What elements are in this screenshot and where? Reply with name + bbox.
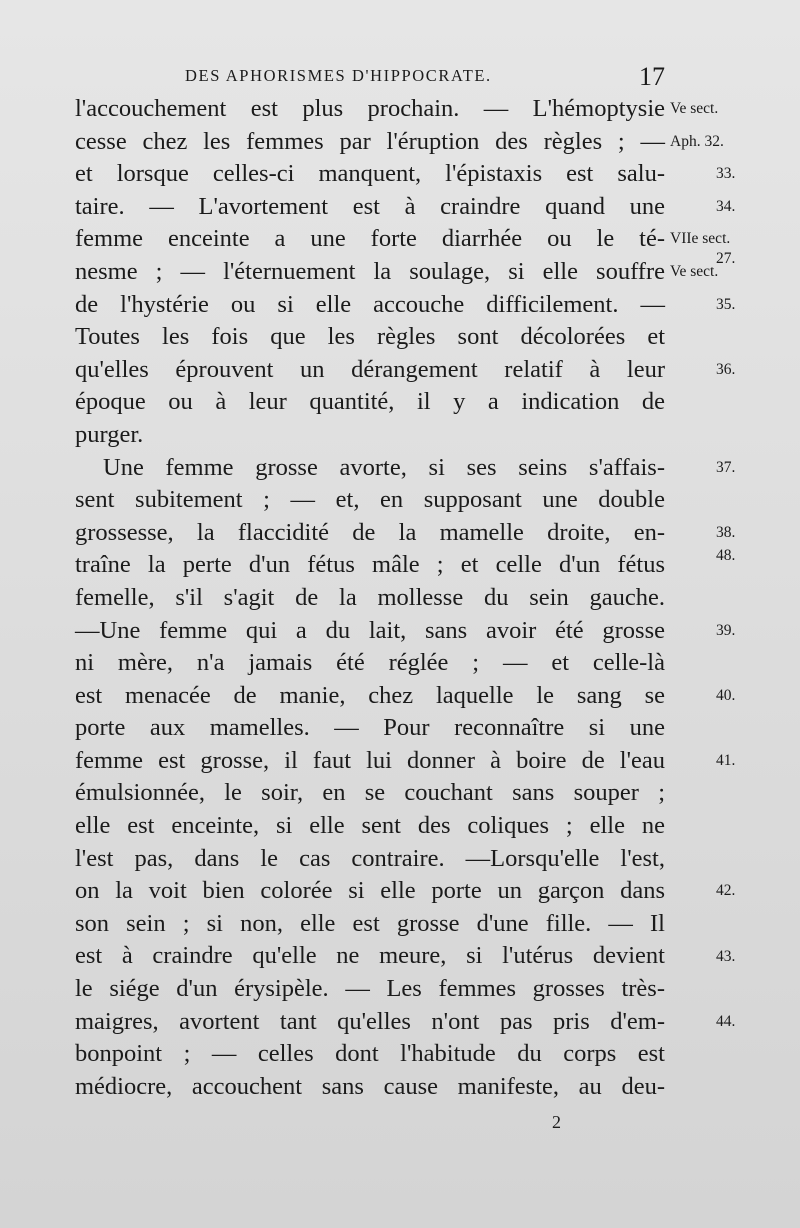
margin-note: 36. bbox=[716, 360, 736, 378]
text-line: est à craindre qu'elle ne meure, si l'utérus devient bbox=[75, 942, 665, 970]
text-line: médiocre, accouchent sans cause manifeste, au deu- bbox=[75, 1072, 665, 1100]
text-line: femelle, s'il s'agit de la mollesse du sein gauche. bbox=[75, 583, 665, 611]
text-line: femme enceinte a une forte diarrhée ou le té- bbox=[75, 225, 665, 253]
text-line: porte aux mamelles. — Pour reconnaître si une bbox=[75, 714, 665, 742]
text-line: sent subitement ; — et, en supposant une double bbox=[75, 486, 665, 514]
running-head bbox=[75, 62, 665, 92]
running-title: DES APHORISMES D'HIPPOCRATE. bbox=[185, 66, 492, 85]
text-line: de l'hystérie ou si elle accouche difficilement. — bbox=[75, 290, 665, 318]
margin-note: 41. bbox=[716, 752, 736, 769]
margin-note: Aph. 32. bbox=[670, 132, 724, 150]
signature-mark: 2 bbox=[552, 1112, 561, 1132]
text-line: elle est enceinte, si elle sent des coliques ; elle ne bbox=[75, 812, 665, 840]
text-line: bonpoint ; — celles dont l'habitude du corps est bbox=[75, 1040, 665, 1068]
text-line: on la voit bien colorée si elle porte un garçon dans bbox=[75, 877, 665, 905]
margin-note: 44. bbox=[716, 1012, 736, 1030]
text-line: son sein ; si non, elle est grosse d'une fille. — Il bbox=[75, 909, 665, 937]
text-line: ni mère, n'a jamais été réglée ; — et celle-là bbox=[75, 649, 665, 677]
text-line: l'est pas, dans le cas contraire. —Lorsqu'elle l'est, bbox=[75, 844, 665, 872]
margin-note: 38. bbox=[716, 523, 736, 541]
margin-note: Ve sect. bbox=[670, 263, 719, 280]
margin-note: Ve sect. bbox=[670, 100, 719, 117]
text-line: époque ou à leur quantité, il y a indication de bbox=[75, 388, 665, 416]
margin-note: 39. bbox=[716, 621, 736, 639]
text-line: —Une femme qui a du lait, sans avoir été grosse bbox=[75, 616, 665, 644]
margin-note: 42. bbox=[716, 882, 736, 900]
text-line: nesme ; — l'éternuement la soulage, si elle souffre bbox=[75, 257, 665, 285]
margin-note: 43. bbox=[716, 947, 736, 965]
margin-note: 34. bbox=[716, 197, 736, 215]
text-line: taire. — L'avortement est à craindre quand une bbox=[75, 192, 665, 220]
page-number: 17 bbox=[639, 62, 665, 91]
text-line: qu'elles éprouvent un dérangement relatif à leur bbox=[75, 355, 665, 383]
text-line: est menacée de manie, chez laquelle le sang se bbox=[75, 681, 665, 709]
margin-note: 37. bbox=[716, 458, 736, 476]
text-line: traîne la perte d'un fétus mâle ; et celle d'un fétus bbox=[75, 551, 665, 579]
margin-note: 27. bbox=[716, 249, 736, 267]
text-line: Une femme grosse avorte, si ses seins s'affais- bbox=[103, 453, 665, 481]
margin-note: 33. bbox=[716, 165, 736, 183]
text-line: l'accouchement est plus prochain. — L'hémoptysie bbox=[75, 95, 665, 122]
body-text bbox=[75, 93, 665, 1103]
text-line: cesse chez les femmes par l'éruption des règles ; — bbox=[75, 127, 665, 155]
text-line: Toutes les fois que les règles sont décolorées et bbox=[75, 323, 665, 351]
margin-note: 48. bbox=[716, 546, 736, 564]
text-line: et lorsque celles-ci manquent, l'épistaxis est salu- bbox=[75, 160, 665, 188]
margin-note: 35. bbox=[716, 295, 736, 313]
margin-note: 40. bbox=[716, 686, 736, 704]
text-line: émulsionnée, le soir, en se couchant sans souper ; bbox=[75, 779, 665, 807]
text-line: le siége d'un érysipèle. — Les femmes grosses très- bbox=[75, 975, 665, 1003]
margin-note: VIIe sect. bbox=[670, 230, 731, 248]
text-line: purger. bbox=[75, 420, 144, 448]
text-line: femme est grosse, il faut lui donner à boire de l'eau bbox=[75, 746, 665, 774]
text-line: maigres, avortent tant qu'elles n'ont pas pris d'em- bbox=[75, 1007, 665, 1035]
text-line: grossesse, la flaccidité de la mamelle droite, en- bbox=[75, 518, 665, 546]
